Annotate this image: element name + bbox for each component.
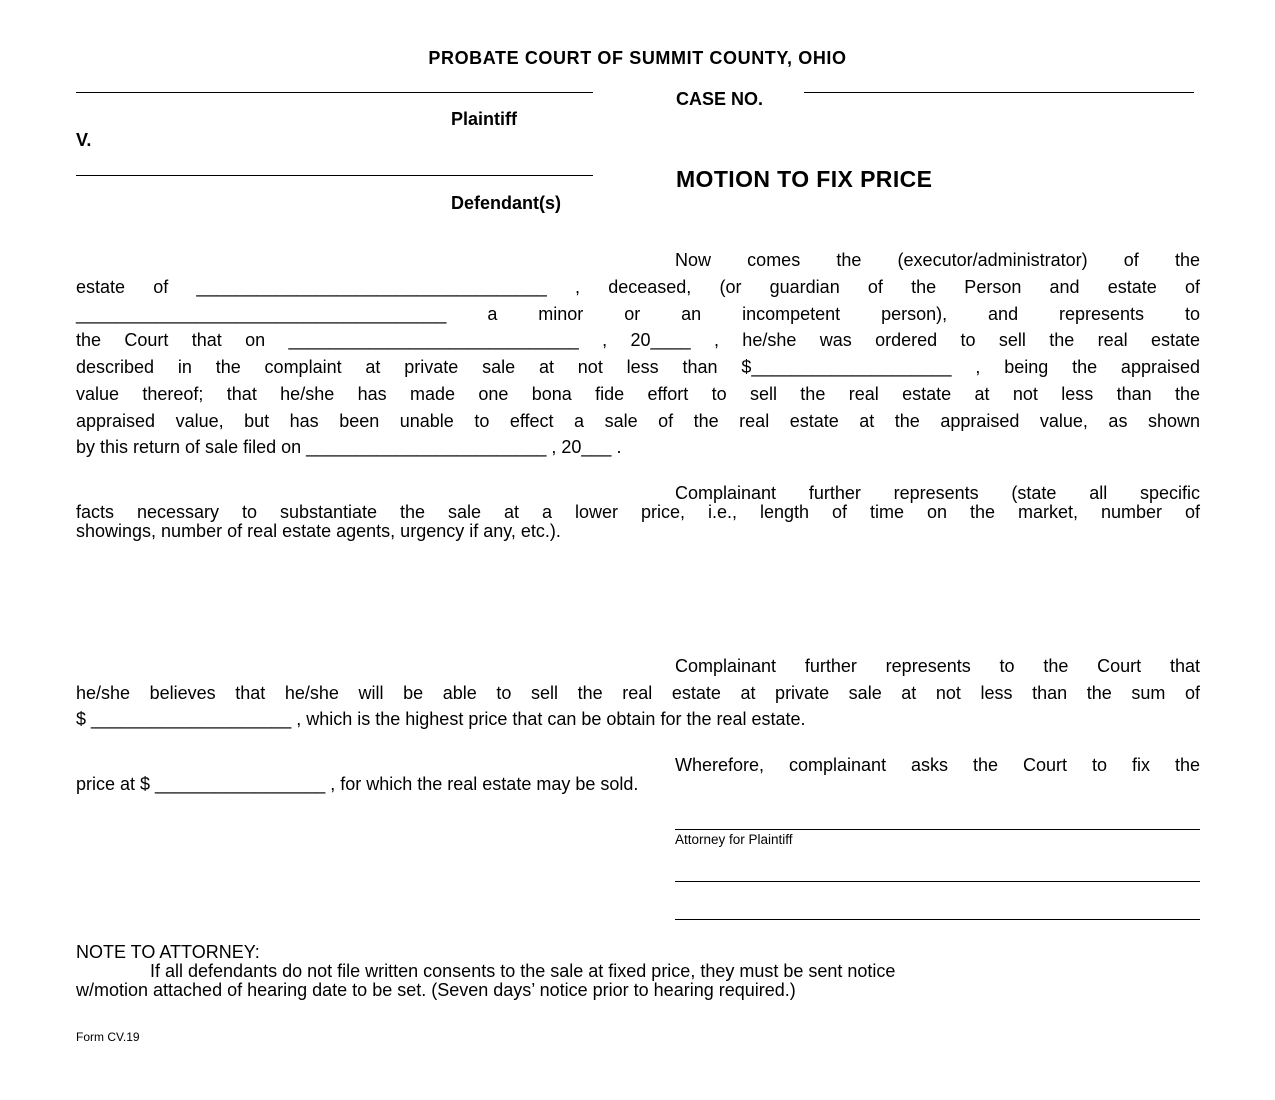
paragraph1-line-6: value thereof; that he/she has made one bona fide effort to sell the real estate at not less than the xyxy=(76,384,1200,404)
attorney-signature-line[interactable] xyxy=(675,829,1200,830)
paragraph3-line-3: $ ____________________ , which is the highest price that can be obtain for the real estate. xyxy=(76,709,806,729)
motion-title: MOTION TO FIX PRICE xyxy=(676,166,933,192)
attorney-address-line-2[interactable] xyxy=(675,919,1200,920)
plaintiff-label: Plaintiff xyxy=(451,109,517,129)
note-heading: NOTE TO ATTORNEY: xyxy=(76,942,260,962)
note-line-2: w/motion attached of hearing date to be set. (Seven days’ notice prior to hearing required.) xyxy=(76,980,796,1000)
paragraph1-line-3: _____________________________________ a minor or an incompetent person), and represents to xyxy=(76,304,1200,324)
paragraph4-line-2: price at $ _________________ , for which the real estate may be sold. xyxy=(76,774,639,794)
case-no-field[interactable] xyxy=(804,92,1194,93)
paragraph1-line-8: by this return of sale filed on ________________________ , 20___ . xyxy=(76,437,622,457)
paragraph1-line-5: described in the complaint at private sale at not less than $____________________ , being the appraised xyxy=(76,357,1200,377)
plaintiff-name-field[interactable] xyxy=(76,92,593,93)
attorney-address-line-1[interactable] xyxy=(675,881,1200,882)
paragraph2-line-3: showings, number of real estate agents, urgency if any, etc.). xyxy=(76,521,561,541)
paragraph1-line-1: Now comes the (executor/administrator) of the xyxy=(675,250,1200,270)
paragraph1-line-4: the Court that on _____________________________ , 20____ , he/she was ordered to sell the real estate xyxy=(76,330,1200,350)
paragraph2-line-2: facts necessary to substantiate the sale at a lower price, i.e., length of time on the market, number of xyxy=(76,502,1200,522)
versus-label: V. xyxy=(76,130,92,150)
note-line-1: If all defendants do not file written consents to the sale at fixed price, they must be sent notice xyxy=(150,961,896,981)
paragraph1-line-2: estate of ___________________________________ , deceased, (or guardian of the Person and estate of xyxy=(76,277,1200,297)
defendant-name-field[interactable] xyxy=(76,175,593,176)
case-no-label: CASE NO. xyxy=(676,89,764,109)
paragraph4-line-1: Wherefore, complainant asks the Court to fix the xyxy=(675,755,1200,775)
attorney-label: Attorney for Plaintiff xyxy=(675,832,793,847)
paragraph3-line-2: he/she believes that he/she will be able to sell the real estate at private sale at not less than the sum of xyxy=(76,683,1200,703)
form-id: Form CV.19 xyxy=(76,1030,140,1044)
defendant-label: Defendant(s) xyxy=(451,193,562,213)
paragraph3-line-1: Complainant further represents to the Court that xyxy=(675,656,1200,676)
paragraph2-line-1: Complainant further represents (state all specific xyxy=(675,483,1200,503)
court-title: PROBATE COURT OF SUMMIT COUNTY, OHIO xyxy=(428,48,847,68)
paragraph1-line-7: appraised value, but has been unable to effect a sale of the real estate at the appraised value, as shown xyxy=(76,411,1200,431)
